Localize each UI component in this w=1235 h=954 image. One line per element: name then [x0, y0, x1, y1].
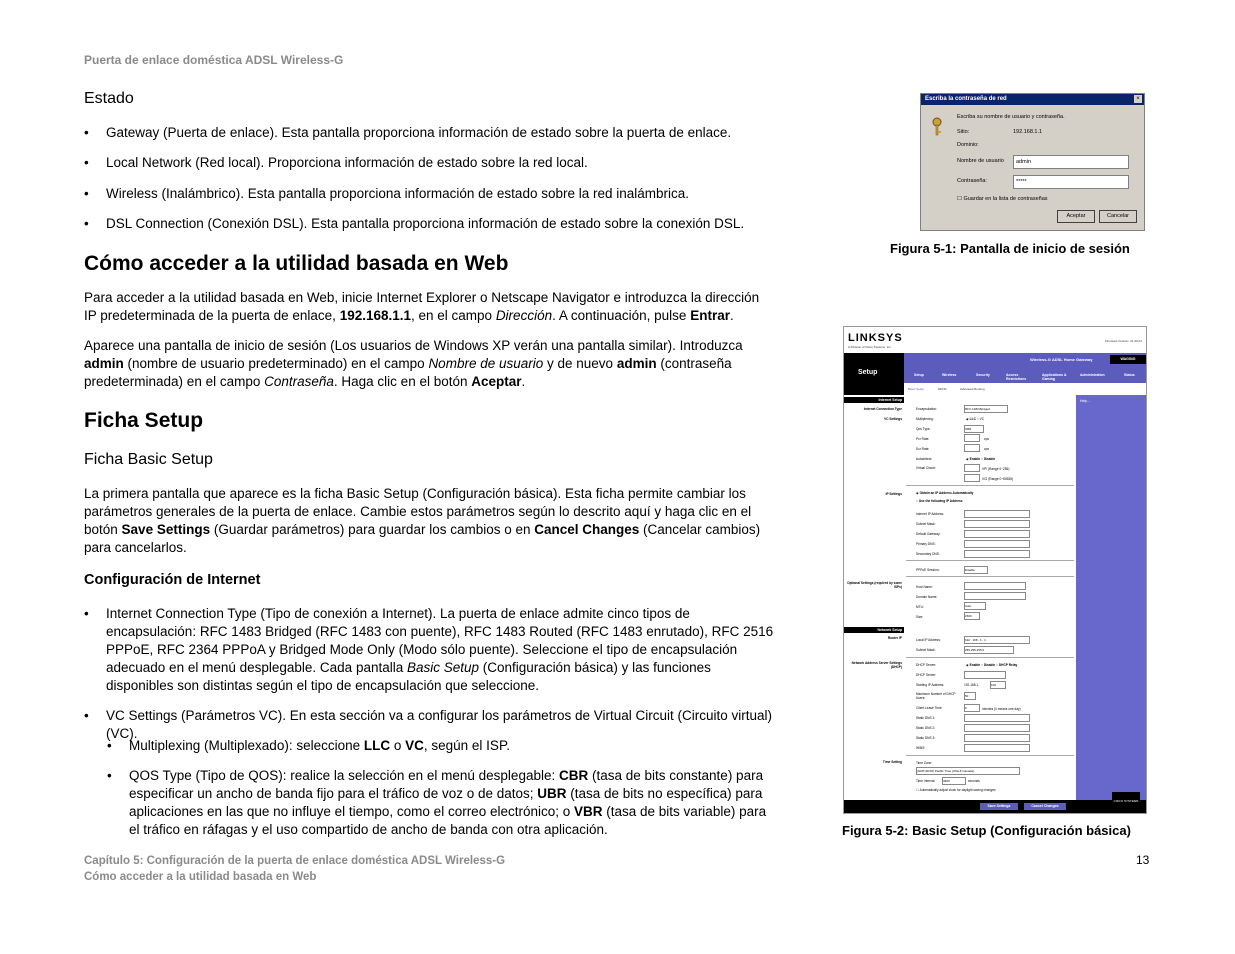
mux-options[interactable]: ◉ LLC ○ VC — [966, 417, 985, 421]
field-label: Domain Name: — [916, 595, 938, 599]
vci-input[interactable] — [964, 474, 980, 482]
key-icon — [931, 116, 945, 136]
lease-note: minutes (0 means one day) — [982, 707, 1021, 711]
tab-security[interactable]: Security — [976, 373, 990, 377]
field-label: PPPoE Session: — [916, 568, 940, 572]
subtab-advanced-routing[interactable]: Advanced Routing — [960, 387, 985, 391]
field-label: Subnet Mask: — [916, 648, 936, 652]
secondary-dns-input[interactable] — [964, 550, 1030, 558]
sub-tabs — [904, 383, 1146, 395]
field-label: Host Name: — [916, 585, 933, 589]
cisco-logo: CISCO SYSTEMS — [1112, 792, 1140, 810]
encapsulation-select[interactable]: RFC 1483 Bridged — [964, 405, 1008, 413]
local-ip-input[interactable]: 192 . 168 . 1 . 1 — [964, 636, 1030, 644]
pppoe-select[interactable]: Disable — [964, 566, 988, 574]
tab-wireless[interactable]: Wireless — [942, 373, 957, 377]
basic-setup-figure — [843, 326, 1147, 814]
ficha-subheading: Ficha Basic Setup — [84, 451, 213, 468]
mtu-size-input[interactable]: 1500 — [964, 612, 980, 620]
label-optional-settings: Optional Settings (required by some ISPs) — [847, 581, 902, 589]
footer-chapter: Capítulo 5: Configuración de la puerta de enlace doméstica ADSL Wireless-G — [84, 855, 506, 867]
footer-section: Cómo acceder a la utilidad basada en Web — [84, 871, 317, 883]
field-label: Size: — [916, 615, 924, 619]
close-icon: × — [1134, 95, 1142, 103]
field-label: DHCP Server: — [916, 673, 937, 677]
static-dns-2-input[interactable] — [964, 724, 1030, 732]
field-label: Pcr Rate: — [916, 437, 930, 441]
label-vc-settings: VC Settings — [884, 417, 902, 421]
password-field[interactable]: ***** — [1013, 175, 1129, 189]
start-ip-prefix: 192.168.1. — [964, 683, 980, 687]
ficha-paragraph: La primera pantalla que aparece es la ficha Basic Setup (Configuración básica). Esta ficha permite cambiar los parámetros generales de la puerta de enlace. Cambie estos parámetros según lo descrito aquí y haga clic en el botón Save Settings (Guardar parámetros) para guardar los cambios o en Cancel Changes (Cancelar cambios) para cancelarlos. — [84, 486, 761, 555]
field-label: Default Gateway: — [916, 532, 941, 536]
estado-heading: Estado — [84, 90, 134, 107]
primary-dns-input[interactable] — [964, 540, 1030, 548]
product-name: Wireless-G ADSL Home Gateway — [1030, 357, 1093, 362]
field-label: Scr Rate: — [916, 447, 930, 451]
static-dns-1-input[interactable] — [964, 714, 1030, 722]
field-label: Autodetect: — [916, 457, 933, 461]
use-following-ip-radio[interactable]: ○ Use the following IP Address — [916, 499, 963, 503]
field-label: Encapsulation: — [916, 407, 937, 411]
field-label: DHCP Server: — [916, 663, 937, 667]
field-label: Static DNS 2: — [916, 726, 936, 730]
help-link[interactable]: Help... — [1080, 399, 1091, 403]
field-label: Primary DNS: — [916, 542, 936, 546]
field-label: Static DNS 3: — [916, 736, 936, 740]
label-router-ip: Router IP — [887, 636, 902, 640]
vpi-input[interactable] — [964, 464, 980, 472]
footer — [84, 853, 505, 885]
field-label: Virtual Circuit: — [916, 466, 936, 470]
scr-input[interactable] — [964, 444, 980, 452]
dst-checkbox[interactable]: ☐ Automatically adjust clock for daylight saving changes — [916, 788, 996, 792]
vpi-range: VPI (Range 0~255) — [982, 467, 1010, 471]
label-dhcp: Network Address Server Settings (DHCP) — [851, 661, 902, 669]
section-label: Setup — [844, 353, 904, 395]
field-label: Time Interval: — [916, 779, 936, 783]
linksys-logo: LINKSYS — [848, 332, 903, 344]
field-label: Maximum Number of DHCP Users: — [916, 692, 956, 700]
field-label: Internet IP Address: — [916, 512, 944, 516]
page-number: 13 — [1136, 853, 1150, 867]
dhcp-relay-input[interactable] — [964, 671, 1006, 679]
lan-subnet-select[interactable]: 255.255.255.0 — [964, 646, 1014, 654]
field-label: Starting IP Address: — [916, 683, 945, 687]
mtu-select[interactable]: Auto — [964, 602, 986, 610]
field-label: Secondary DNS: — [916, 552, 940, 556]
figure-1-caption: Figura 5-1: Pantalla de inicio de sesión — [890, 241, 1130, 256]
firmware-version: Firmware Version: V1.00.01 — [1104, 339, 1142, 343]
field-label: Client Lease Time: — [916, 706, 943, 710]
pcr-unit: cps — [984, 437, 989, 441]
field-label: Static DNS 1: — [916, 716, 936, 720]
field-label: Local IP Address: — [916, 638, 941, 642]
site-label: Sitio: — [957, 129, 970, 135]
network-setup-bar: Network Setup — [844, 627, 904, 633]
save-settings-button[interactable]: Save Settings — [980, 803, 1018, 810]
password-label: Contraseña: — [957, 178, 987, 184]
vci-range: VCI (Range 0~65535) — [982, 477, 1014, 481]
site-value: 192.168.1.1 — [1013, 129, 1043, 135]
tab-access-restrictions[interactable]: Access Restrictions — [1006, 373, 1027, 381]
tab-status[interactable]: Status — [1124, 373, 1135, 377]
autodetect-options[interactable]: ◉ Enable ○ Disable — [966, 457, 996, 461]
wins-input[interactable] — [964, 744, 1030, 752]
subnet-mask-input[interactable] — [964, 520, 1030, 528]
cancel-changes-button[interactable]: Cancel Changes — [1024, 803, 1066, 810]
label-connection-type: Internet Connection Type — [863, 407, 902, 411]
domain-name-input[interactable] — [964, 592, 1026, 600]
figure-2-caption: Figura 5-2: Basic Setup (Configuración básica) — [842, 823, 1131, 838]
field-label: Qos Type: — [916, 427, 931, 431]
cancel-button[interactable]: Cancelar — [1099, 210, 1137, 223]
dialog-prompt: Escriba su nombre de usuario y contraseña. — [957, 114, 1065, 120]
tab-applications-gaming[interactable]: Applications & Gaming — [1042, 373, 1067, 381]
pcr-input[interactable] — [964, 434, 980, 442]
scr-unit: cps — [984, 447, 989, 451]
username-field[interactable]: admin — [1013, 155, 1129, 169]
interval-unit: seconds — [968, 779, 980, 783]
field-label: WINS: — [916, 746, 926, 750]
running-header: Puerta de enlace doméstica ADSL Wireless-G — [84, 53, 344, 67]
max-users-input[interactable]: 50 — [964, 692, 976, 700]
internet-setup-bar: Internet Setup — [844, 397, 904, 403]
subtab-ddns[interactable]: DDNS — [938, 387, 947, 391]
gateway-input[interactable] — [964, 530, 1030, 538]
ficha-heading: Ficha Setup — [84, 409, 204, 432]
username-label: Nombre de usuario — [957, 158, 1004, 164]
subtab-basic-setup[interactable]: Basic Setup — [908, 387, 925, 391]
tab-setup[interactable]: Setup — [914, 373, 924, 377]
start-ip-input[interactable]: 100 — [990, 681, 1006, 689]
static-dns-3-input[interactable] — [964, 734, 1030, 742]
ip-address-input[interactable] — [964, 510, 1030, 518]
login-dialog-figure — [920, 93, 1145, 231]
label-time-setting: Time Setting — [882, 760, 902, 764]
accept-button[interactable]: Aceptar — [1057, 210, 1095, 223]
config-heading: Configuración de Internet — [84, 572, 261, 588]
model-badge: WAG54G — [1110, 355, 1146, 364]
qos-select[interactable]: UBR — [964, 425, 984, 433]
save-password-checkbox[interactable]: ☐ Guardar en la lista de contraseñas — [957, 196, 1048, 202]
tab-administration[interactable]: Administration — [1080, 373, 1105, 377]
logo-subtitle: A Division of Cisco Systems, Inc. — [848, 345, 892, 349]
obtain-ip-radio[interactable]: ◉ Obtain an IP Address Automatically — [916, 491, 974, 495]
acceso-paragraph-2: Aparece una pantalla de inicio de sesión (Los usuarios de Windows XP verán una pantalla similar). Introduzca admin (nombre de usuario predeterminado) en el campo Nombre de usuario y de nuevo admin (contraseña predeterminada) en el campo Contraseña. Haga clic en el botón Aceptar. — [84, 338, 743, 389]
time-zone-select[interactable]: (GMT-08:00) Pacific Time (USA & Canada) — [916, 767, 1020, 775]
label-ip-settings: IP Settings — [885, 492, 902, 496]
field-label: Time Zone: — [916, 761, 933, 765]
field-label: Subnet Mask: — [916, 522, 936, 526]
acceso-paragraph-1: Para acceder a la utilidad basada en Web, inicie Internet Explorer o Netscape Navigator e introduzca la dirección IP predeterminada de la puerta de enlace, 192.168.1.1, en el campo Dirección. A continuación, pulse Entrar. — [84, 290, 760, 323]
main-tabs — [904, 369, 1146, 383]
host-name-input[interactable] — [964, 582, 1026, 590]
lease-time-input[interactable]: 0 — [964, 704, 980, 712]
field-label: Multiplexing: — [916, 417, 934, 421]
domain-label: Dominio: — [957, 142, 979, 148]
acceso-heading: Cómo acceder a la utilidad basada en Web — [84, 252, 509, 275]
dhcp-options[interactable]: ◉ Enable ○ Disable ○ DHCP Relay — [966, 663, 1018, 667]
time-interval-input[interactable]: 3600 — [942, 777, 966, 785]
field-label: MTU: — [916, 605, 924, 609]
dialog-titlebar: Escriba la contraseña de red — [921, 94, 1144, 105]
